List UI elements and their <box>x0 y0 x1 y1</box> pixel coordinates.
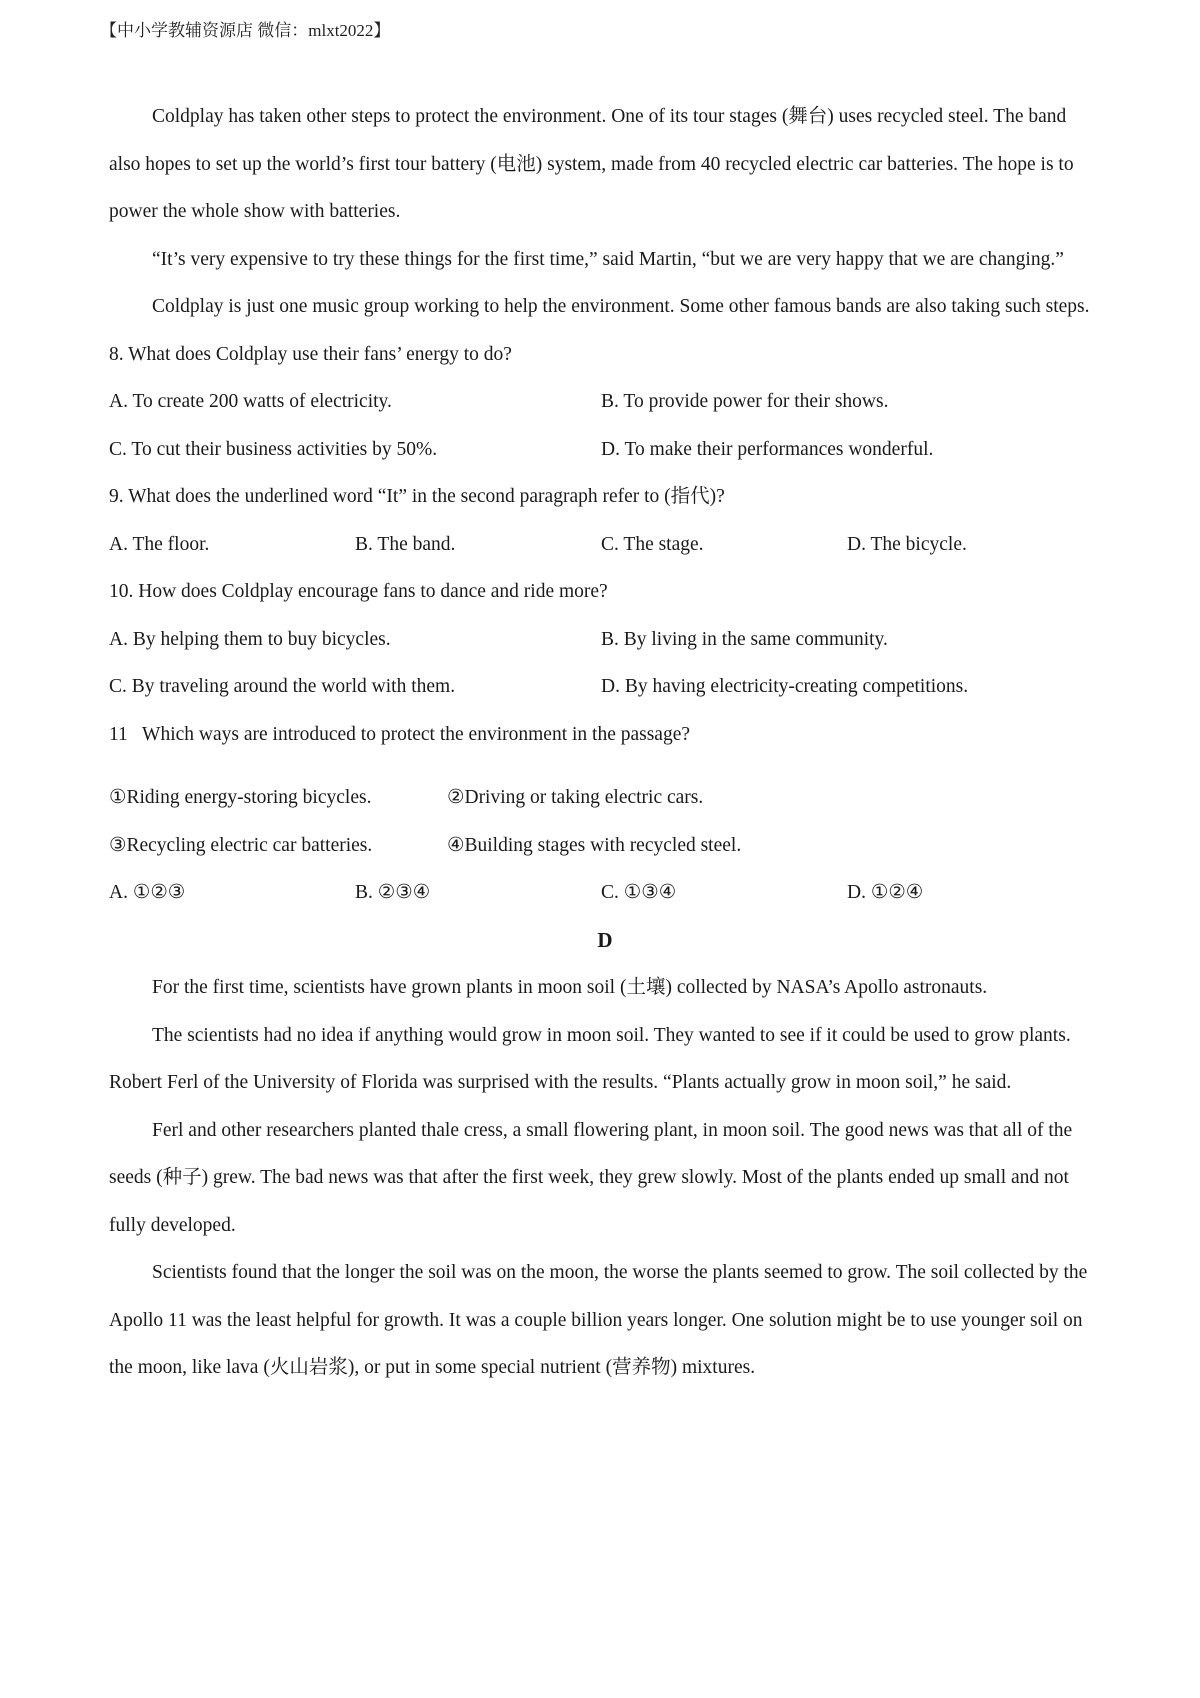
option-a: A. To create 200 watts of electricity. <box>109 391 392 412</box>
question-stem: 9. What does the underlined word “It” in the second paragraph refer to (指代)? <box>109 486 725 507</box>
option-c: C. The stage. <box>601 533 704 555</box>
option-d: D. ①②④ <box>847 882 924 903</box>
paragraph: Coldplay has taken other steps to protect the environment. One of its tour stages (舞台) uses recycled steel. The band also hopes to set up the world’s first tour battery (电池) system, made from 40 recycled electric car batteries. The hope is to power the whole show with batteries. <box>109 106 1074 222</box>
options-row <box>109 426 1101 474</box>
question-stem: 11 Which ways are introduced to protect the environment in the passage? <box>109 723 691 745</box>
option-c: C. ①③④ <box>601 882 677 903</box>
option-c: C. By traveling around the world with them. <box>109 676 456 697</box>
items-row <box>109 774 1101 822</box>
options-row <box>109 663 1101 711</box>
option-d: D. To make their performances wonderful. <box>601 438 934 460</box>
paragraph: “It’s very expensive to try these things for the first time,” said Martin, “but we are very happy that we are changing.” <box>152 248 1064 270</box>
paragraph: For the first time, scientists have grown plants in moon soil (土壤) collected by NASA’s Apollo astronauts. <box>152 977 988 998</box>
option-a: A. ①②③ <box>109 882 186 903</box>
paragraph: Scientists found that the longer the soil was on the moon, the worse the plants seemed to grow. The soil collected by the Apollo 11 was the least helpful for growth. It was a couple billion years longer. One solution might be to use younger soil on the moon, like lava (火山岩浆), or put in some special nutrient (营养物) mixtures. <box>109 1262 1088 1378</box>
option-d: D. The bicycle. <box>847 533 967 555</box>
document-body <box>109 93 1101 1392</box>
option-b: B. By living in the same community. <box>601 628 888 650</box>
question-9 <box>109 473 1101 568</box>
items-row <box>109 822 1101 870</box>
option-b: B. The band. <box>355 533 456 555</box>
paragraph: Ferl and other researchers planted thale cress, a small flowering plant, in moon soil. The good news was that all of the seeds (种子) grew. The bad news was that after the first week, they grew slowly. Most of the plants ended up small and not fully developed. <box>109 1119 1073 1236</box>
option-a: A. By helping them to buy bicycles. <box>109 628 391 650</box>
list-item: ①Riding energy-storing bicycles. <box>109 787 372 808</box>
question-stem: 10. How does Coldplay encourage fans to dance and ride more? <box>109 581 608 602</box>
option-a: A. The floor. <box>109 533 210 555</box>
options-row <box>109 521 1101 569</box>
paragraph: The scientists had no idea if anything would grow in moon soil. They wanted to see if it could be used to grow plants. Robert Ferl of the University of Florida was surprised with the results. “Plants actually grow in moon soil,” he said. <box>109 1024 1071 1093</box>
options-row <box>109 869 1101 917</box>
question-stem: 8. What does Coldplay use their fans’ energy to do? <box>109 343 512 365</box>
paragraph: Coldplay is just one music group working to help the environment. Some other famous bands are also taking such steps. <box>152 296 1090 317</box>
option-b: B. To provide power for their shows. <box>601 391 889 412</box>
section-heading: D <box>597 927 613 952</box>
list-item: ②Driving or taking electric cars. <box>447 787 704 808</box>
option-b: B. ②③④ <box>355 882 431 903</box>
question-8 <box>109 331 1101 474</box>
page-header: 【中小学教辅资源店 微信：mlxt2022】 <box>100 21 391 40</box>
list-item: ④Building stages with recycled steel. <box>447 834 742 856</box>
option-c: C. To cut their business activities by 50%. <box>109 438 438 460</box>
option-d: D. By having electricity-creating competitions. <box>601 676 969 697</box>
question-10 <box>109 568 1101 711</box>
list-item: ③Recycling electric car batteries. <box>109 834 373 856</box>
options-row <box>109 616 1101 664</box>
question-11 <box>109 711 1101 917</box>
options-row <box>109 378 1101 426</box>
